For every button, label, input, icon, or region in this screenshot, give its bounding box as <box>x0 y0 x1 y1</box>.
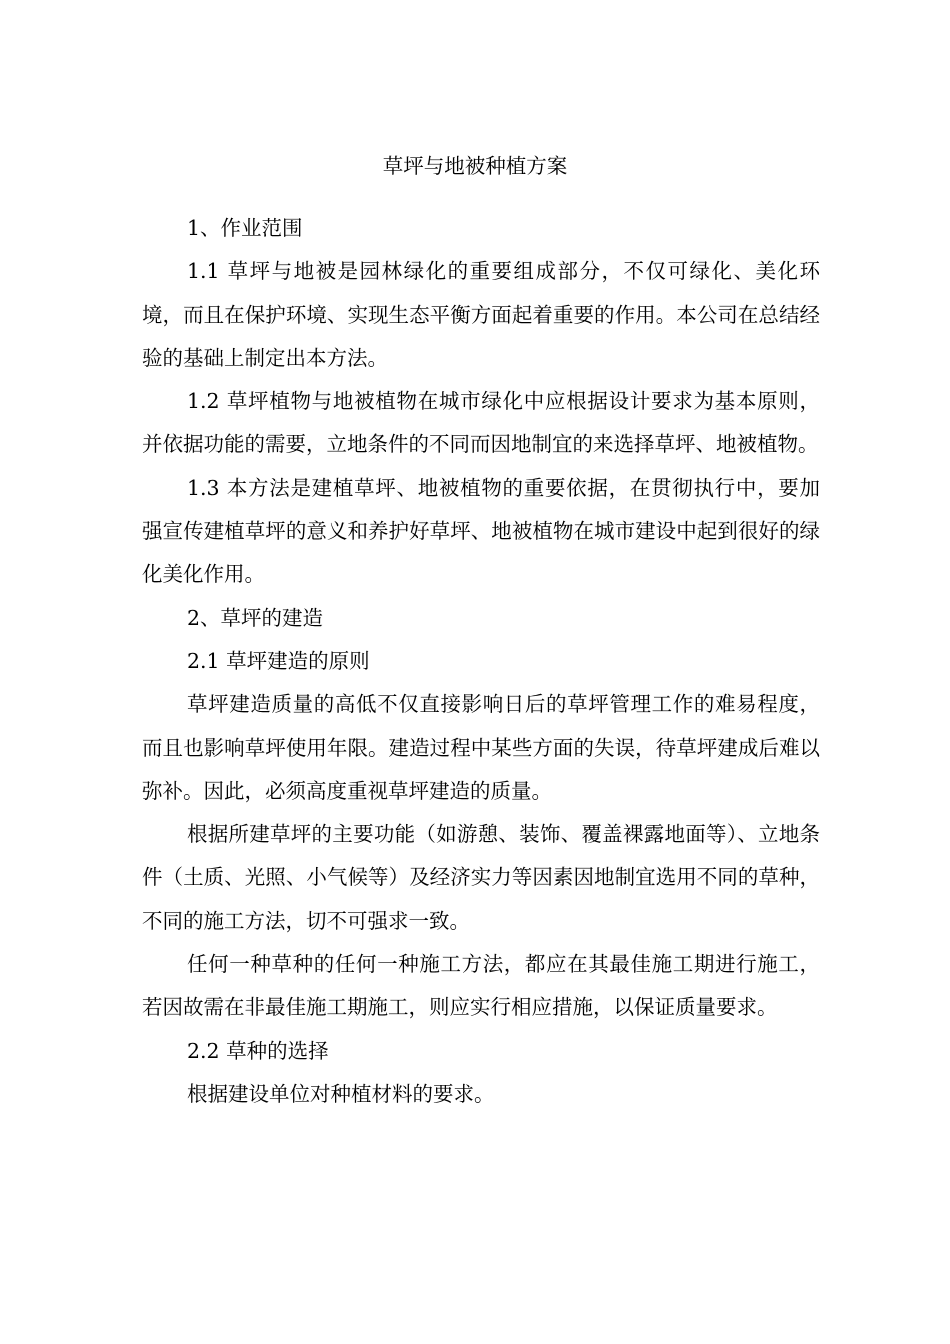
section-heading-scope: 1、作业范围 <box>187 216 303 240</box>
paragraph-1-3: 1.3 本方法是建植草坪、地被植物的重要依据，在贯彻执行中，要加强宣传建植草坪的意义和养护好草坪、地被植物在城市建设中起到很好的绿化美化作用。 <box>142 475 820 587</box>
paragraph-function: 根据所建草坪的主要功能（如游憩、装饰、覆盖裸露地面等）、立地条件（土质、光照、小气候等）及经济实力等因素因地制宜选用不同的草种，不同的施工方法，切不可强求一致。 <box>142 822 820 933</box>
section-heading-construction: 2、草坪的建造 <box>187 605 324 630</box>
document-body <box>142 207 820 1116</box>
document-title: 草坪与地被种植方案 <box>382 154 568 178</box>
paragraph-materials: 根据建设单位对种植材料的要求。 <box>187 1081 495 1106</box>
paragraph-timing: 任何一种草种的任何一种施工方法，都应在其最佳施工期进行施工，若因故需在非最佳施工期施工，则应实行相应措施，以保证质量要求。 <box>142 952 820 1020</box>
paragraph-1-2: 1.2 草坪植物与地被植物在城市绿化中应根据设计要求为基本原则，并依据功能的需要，立地条件的不同而因地制宜的来选择草坪、地被植物。 <box>142 389 820 457</box>
subsection-heading-2-2: 2.2 草种的选择 <box>187 1038 329 1063</box>
paragraph-quality: 草坪建造质量的高低不仅直接影响日后的草坪管理工作的难易程度，而且也影响草坪使用年限。建造过程中某些方面的失误，待草坪建成后难以弥补。因此，必须高度重视草坪建造的质量。 <box>142 692 820 803</box>
subsection-heading-2-1: 2.1 草坪建造的原则 <box>187 648 370 673</box>
paragraph-1-1: 1.1 草坪与地被是园林绿化的重要组成部分，不仅可绿化、美化环境，而且在保护环境、实现生态平衡方面起着重要的作用。本公司在总结经验的基础上制定出本方法。 <box>142 259 820 370</box>
